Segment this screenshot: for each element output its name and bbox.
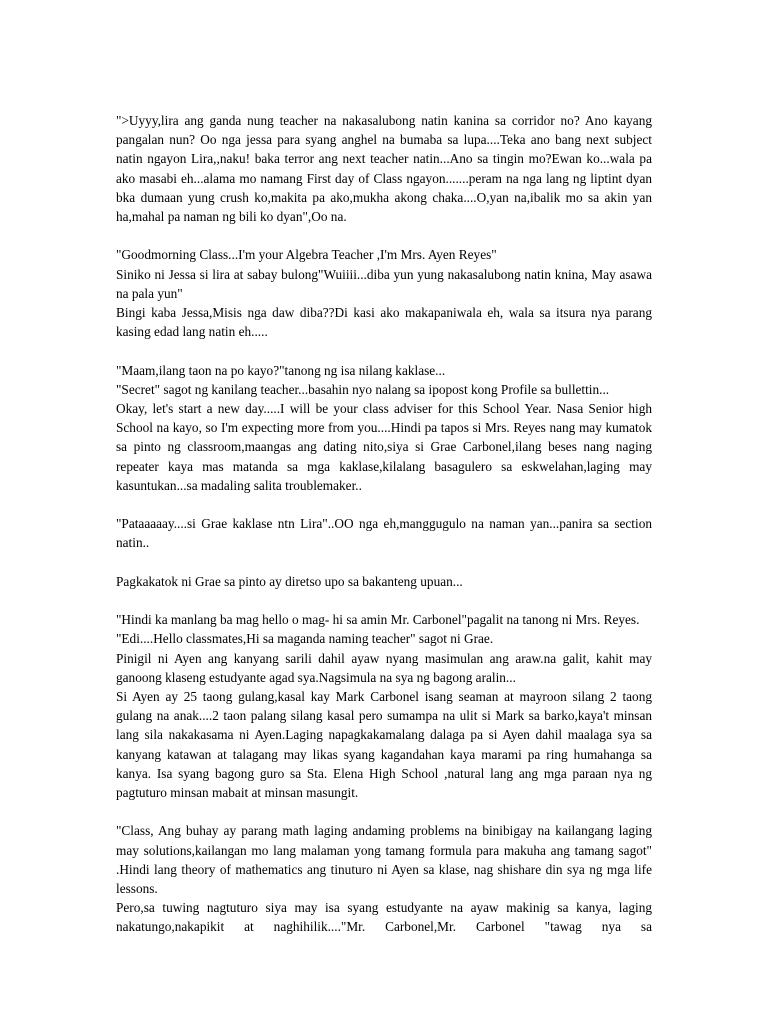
paragraph-text: "Edi....Hello classmates,Hi sa maganda naming teacher" sagot ni Grae. [116,631,494,647]
paragraph-text: "Pataaaaay....si Grae kaklase ntn Lira"..OO nga eh,manggugulo na naman yan...panira sa section natin.. [116,516,652,551]
document-page [116,111,652,956]
paragraph-text: "Maam,ilang taon na po kayo?"tanong ng isa nilang kaklase... [116,362,446,378]
paragraph-text: "Secret" sagot ng kanilang teacher...basahin nyo nalang sa ipopost kong Profile sa bullettin... [116,381,610,397]
paragraph-text: Siniko ni Jessa si lira at sabay bulong"Wuiiii...diba yun yung nakasalubong natin knina, May asawa na pala yun" [116,266,652,301]
paragraph-block [116,821,652,936]
paragraph-text: "Hindi ka manlang ba mag hello o mag- hi sa amin Mr. Carbonel"pagalit na tanong ni Mrs. Reyes. [116,612,640,628]
paragraph-text: Si Ayen ay 25 taong gulang,kasal kay Mark Carbonel isang seaman at mayroon silang 2 taong gulang na anak....2 taon palang silang kasal pero sumampa na ulit si Mark sa barko,kaya't minsan lang sila nakakasama ni Ayen.Laging napagkakamalang dalaga pa si Ayen dahil maalaga sya sa kanyang katawan at talagang may likas syang kagandahan kaya marami pa ring humahanga sa kanya. Isa syang bagong guro sa Sta. Elena High School ,natural lang ang mga paraan nya ng pagtuturo minsan mabait at minsan masungit. [116,689,652,801]
paragraph-text: ">Uyyy,lira ang ganda nung teacher na nakasalubong natin kanina sa corridor no? Ano kayang pangalan nun? Oo nga jessa para syang anghel na bumaba sa lupa....Teka ano bang next subject natin ngayon Lira,,naku! baka terror ang next teacher natin...Ano sa tingin mo?Ewan ko...wala pa ako masabi eh...alama mo namang First day of Class ngayon.......peram na nga lang ng liptint dyan bka dumaan yung crush ko,makita pa ako,mukha akong chaka....O,yan na,ibalik mo sa akin yan ha,mahal pa naman ng bili ko dyan",Oo na. [116,113,652,225]
paragraph-text: Okay, let's start a new day.....I will be your class adviser for this School Year. Nasa Senior high School na kayo, so I'm expecting more from you....Hindi pa tapos si Mrs. Reyes nang may kumatok sa pinto ng classroom,maangas ang dating nito,siya si Grae Carbonel,ilang beses nang naging repeater kaya mas matanda sa mga kaklase,kilalang basagulero sa eskwelahan,laging may kasuntukan...sa madaling salita troublemaker.. [116,401,652,493]
paragraph-text: Pinigil ni Ayen ang kanyang sarili dahil ayaw nyang masimulan ang araw.na galit, kahit may ganoong klaseng estudyante agad sya.Nagsimula na sya ng bagong aralin... [116,650,652,685]
paragraph-block [116,361,652,495]
paragraph-block [116,610,652,802]
paragraph-text: Bingi kaba Jessa,Misis nga daw diba??Di kasi ako makapaniwala eh, wala sa itsura nya parang kasing edad lang natin eh..... [116,305,652,340]
paragraph-text: "Goodmorning Class...I'm your Algebra Teacher ,I'm Mrs. Ayen Reyes" [116,247,497,263]
paragraph-block [116,572,652,591]
paragraph-block [116,111,652,226]
paragraph-text: Pero,sa tuwing nagtuturo siya may isa syang estudyante na ayaw makinig sa kanya, laging nakatungo,nakapikit at naghihilik...."Mr. Carbonel,Mr. Carbonel "tawag nya sa [116,900,652,935]
paragraph-text: Pagkakatok ni Grae sa pinto ay diretso upo sa bakanteng upuan... [116,573,463,589]
paragraph-block [116,245,652,341]
paragraph-text: "Class, Ang buhay ay parang math laging andaming problems na binibigay na kailangang laging may solutions,kailangan mo lang malaman yong tamang formula para makuha ang tamang sagot" .Hindi lang theory of mathematics ang tinuturo ni Ayen sa klase, nag shishare din sya ng mga life lessons. [116,823,652,897]
paragraph-block [116,514,652,552]
